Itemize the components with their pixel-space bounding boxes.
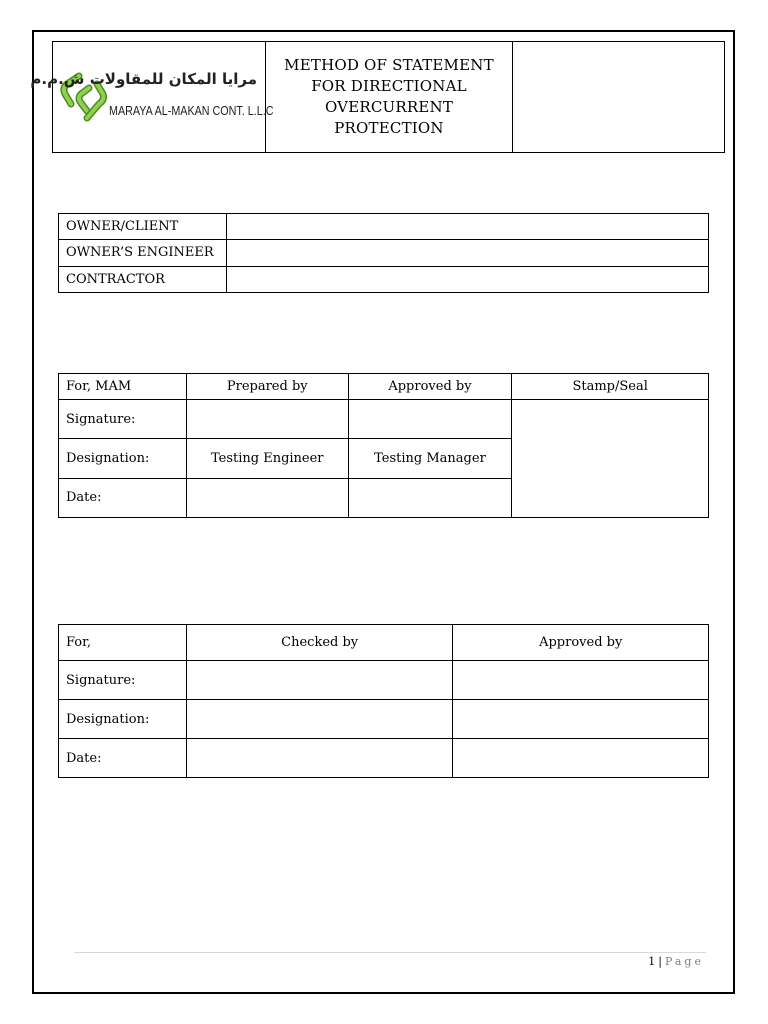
stamp-seal-header: Stamp/Seal (512, 374, 709, 400)
page-footer (648, 955, 704, 968)
table-row (59, 266, 709, 292)
table-row (59, 739, 709, 778)
contractor-field[interactable] (227, 266, 709, 292)
company-name-english: MARAYA AL-MAKAN CONT. L.L.C (109, 104, 274, 118)
for-header: For, (59, 625, 187, 661)
table-row (59, 214, 709, 240)
owners-engineer-field[interactable] (227, 240, 709, 266)
approved-signature-field[interactable] (348, 400, 512, 439)
page-label: Page (664, 955, 704, 968)
table-row (59, 240, 709, 266)
parties-table (58, 213, 709, 293)
signature-label: Signature: (59, 661, 187, 700)
footer-divider (74, 952, 706, 953)
owner-client-label: OWNER/CLIENT (59, 214, 227, 240)
designation-label: Designation: (59, 439, 187, 478)
signature-label: Signature: (59, 400, 187, 439)
date-label: Date: (59, 739, 187, 778)
approved-designation-field[interactable] (453, 700, 709, 739)
contractor-label: CONTRACTOR (59, 266, 227, 292)
table-header-row (59, 374, 709, 400)
title-line: PROTECTION (334, 119, 444, 137)
prepared-date-field[interactable] (186, 478, 348, 517)
company-name-arabic: مرايا المكان للمقاولات ش.م.م (30, 70, 257, 88)
table-header-row (59, 625, 709, 661)
owner-client-field[interactable] (227, 214, 709, 240)
stamp-seal-area[interactable] (512, 400, 709, 518)
date-label: Date: (59, 478, 187, 517)
prepared-by-header: Prepared by (186, 374, 348, 400)
title-line: OVERCURRENT (324, 98, 454, 116)
document-title (266, 42, 513, 153)
page-number: 1 (648, 955, 656, 968)
table-row (59, 400, 709, 439)
checked-by-header: Checked by (186, 625, 453, 661)
approved-by-header: Approved by (348, 374, 512, 400)
prepared-signature-field[interactable] (186, 400, 348, 439)
table-row (59, 700, 709, 739)
designation-label: Designation: (59, 700, 187, 739)
for-mam-header: For, MAM (59, 374, 187, 400)
checked-signature-field[interactable] (186, 661, 453, 700)
approved-by-header: Approved by (453, 625, 709, 661)
mam-approval-table (58, 373, 709, 518)
table-row (59, 661, 709, 700)
header-right-cell (513, 42, 725, 153)
approved-signature-field[interactable] (453, 661, 709, 700)
checked-date-field[interactable] (186, 739, 453, 778)
approved-date-field[interactable] (453, 739, 709, 778)
prepared-designation: Testing Engineer (186, 439, 348, 478)
title-line: METHOD OF STATEMENT (284, 56, 494, 74)
title-line: FOR DIRECTIONAL (311, 77, 467, 95)
client-check-table (58, 624, 709, 778)
approved-designation: Testing Manager (348, 439, 512, 478)
document-header (30, 41, 725, 153)
approved-date-field[interactable] (348, 478, 512, 517)
owners-engineer-label: OWNER’S ENGINEER (59, 240, 227, 266)
logo-cell (30, 42, 274, 153)
checked-designation-field[interactable] (186, 700, 453, 739)
footer-separator: | (658, 955, 662, 968)
